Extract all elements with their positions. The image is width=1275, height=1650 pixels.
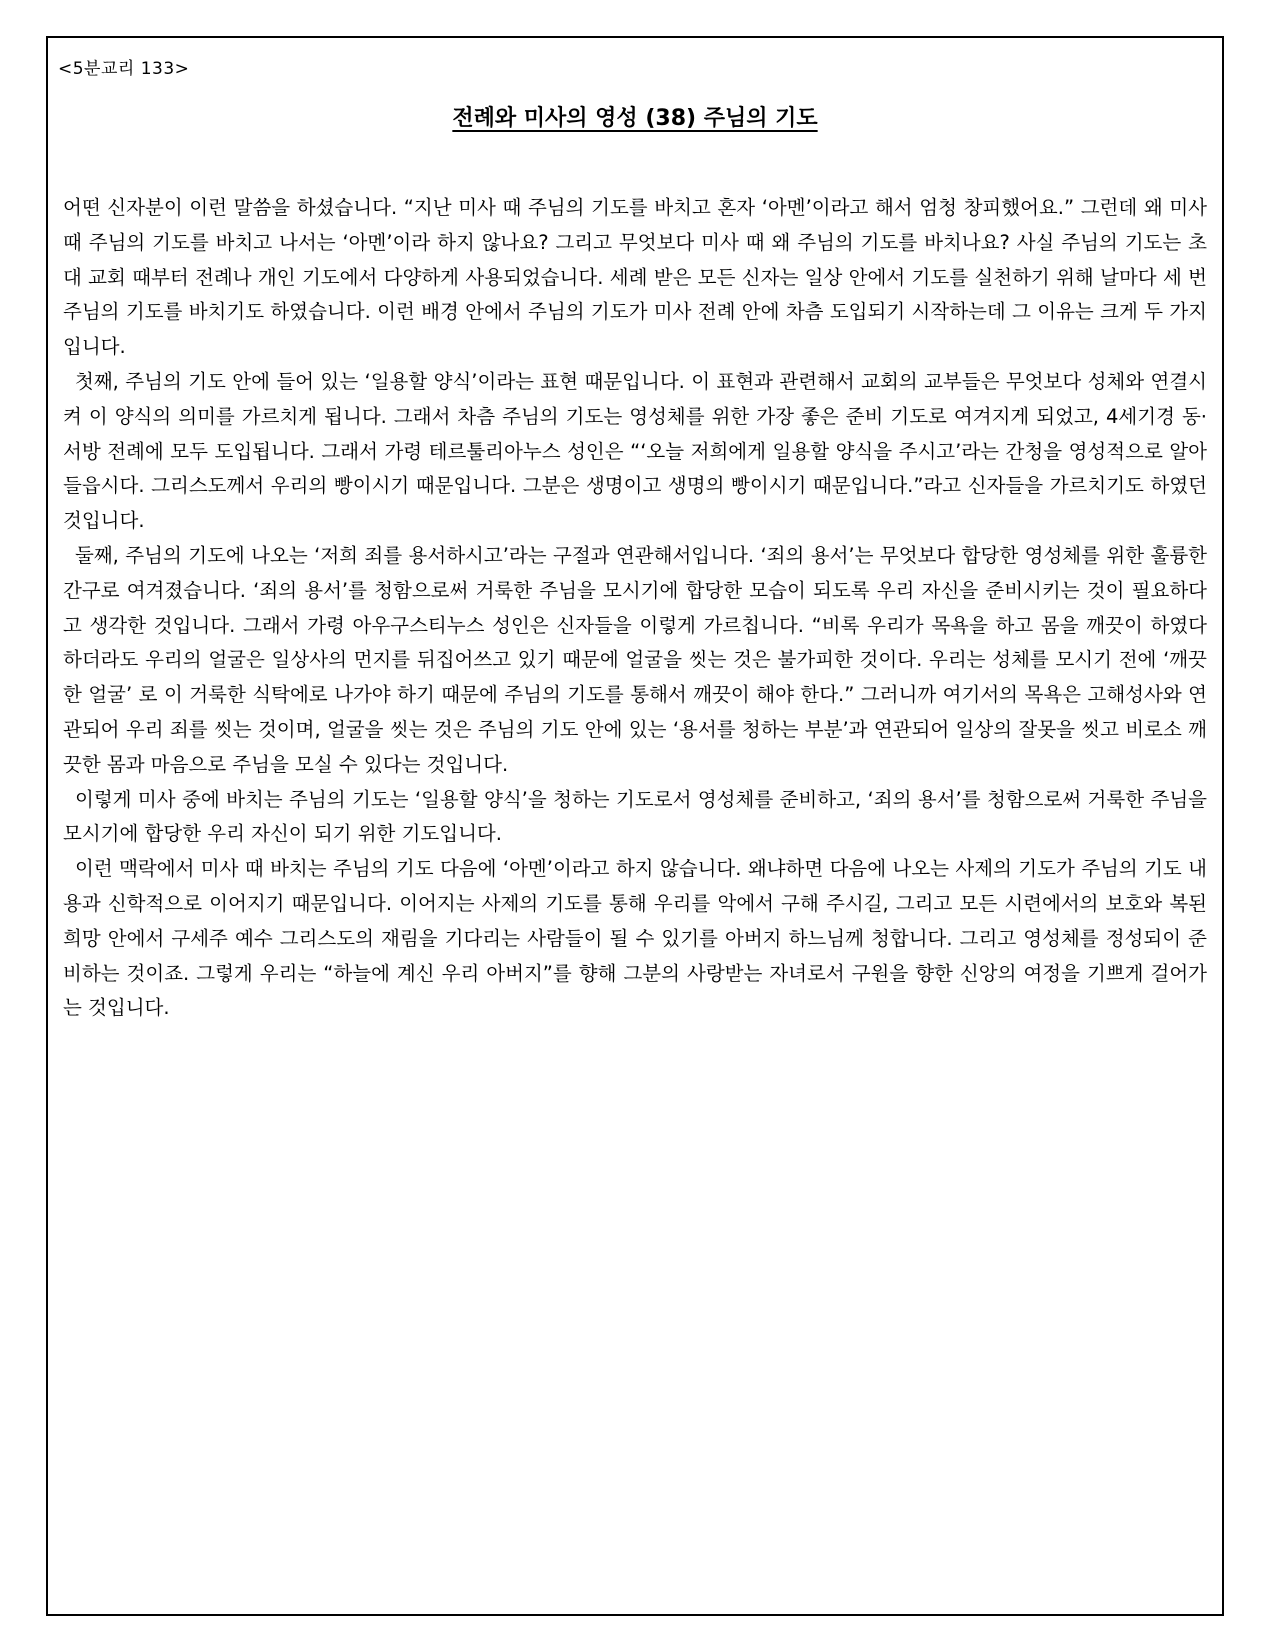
paragraph-first-reason: 첫째, 주님의 기도 안에 들어 있는 ‘일용할 양식’이라는 표현 때문입니다. 이 표현과 관련해서 교회의 교부들은 무엇보다 성체와 연결시켜 이 양식의 의미를 가르치게 됩니다. 그래서 차츰 주님의 기도는 영성체를 위한 가장 좋은 준비 기도로 여겨지게 되었고, 4세기경 동·서방 전례에 모두 도입됩니다. 그래서 가령 테르툴리아누스 성인은 “‘오늘 저희에게 일용할 양식을 주시고’라는 간청을 영성적으로 알아들읍시다. 그리스도께서 우리의 빵이시기 때문입니다. 그분은 생명이고 생명의 빵이시기 때문입니다.”라고 신자들을 가르치기도 하였던 것입니다.	[63, 369, 1207, 533]
article-body	[63, 191, 1207, 1026]
document-frame	[46, 36, 1224, 1616]
paragraph-second-reason: 둘째, 주님의 기도에 나오는 ‘저희 죄를 용서하시고’라는 구절과 연관해서입니다. ‘죄의 용서’는 무엇보다 합당한 영성체를 위한 훌륭한 간구로 여겨졌습니다. ‘죄의 용서’를 청함으로써 거룩한 주님을 모시기에 합당한 모습이 되도록 우리 자신을 준비시키는 것이 필요하다고 생각한 것입니다. 그래서 가령 아우구스티누스 성인은 신자들을 이렇게 가르칩니다. “비록 우리가 목욕을 하고 몸을 깨끗이 하였다 하더라도 우리의 얼굴은 일상사의 먼지를 뒤집어쓰고 있기 때문에 얼굴을 씻는 것은 불가피한 것이다. 우리는 성체를 모시기 전에 ‘깨끗한 얼굴’ 로 이 거룩한 식탁에로 나가야 하기 때문에 주님의 기도를 통해서 깨끗이 해야 한다.” 그러니까 여기서의 목욕은 고해성사와 연관되어 우리 죄를 씻는 것이며, 얼굴을 씻는 것은 주님의 기도 안에 있는 ‘용서를 청하는 부분’과 연관되어 일상의 잘못을 씻고 비로소 깨끗한 몸과 마음으로 주님을 모실 수 있다는 것입니다.	[63, 543, 1207, 776]
paragraph-conclusion: 이런 맥락에서 미사 때 바치는 주님의 기도 다음에 ‘아멘’이라고 하지 않습니다. 왜냐하면 다음에 나오는 사제의 기도가 주님의 기도 내용과 신학적으로 이어지기 때문입니다. 이어지는 사제의 기도를 통해 우리를 악에서 구해 주시길, 그리고 모든 시련에서의 보호와 복된 희망 안에서 구세주 예수 그리스도의 재림을 기다리는 사람들이 될 수 있기를 아버지 하느님께 청합니다. 그리고 영성체를 정성되이 준비하는 것이죠. 그렇게 우리는 “하늘에 계신 우리 아버지”를 향해 그분의 사랑받는 자녀로서 구원을 향한 신앙의 여정을 기쁘게 걸어가는 것입니다.	[63, 857, 1207, 1020]
page-title-text: 전례와 미사의 영성 (38) 주님의 기도	[452, 106, 818, 131]
page-title	[48, 101, 1222, 132]
series-tag: <5분교리 133>	[58, 59, 190, 79]
paragraph-summary: 이렇게 미사 중에 바치는 주님의 기도는 ‘일용할 양식’을 청하는 기도로서 영성체를 준비하고, ‘죄의 용서’를 청함으로써 거룩한 주님을 모시기에 합당한 우리 자신이 되기 위한 기도입니다.	[63, 787, 1207, 846]
paragraph-intro: 어떤 신자분이 이런 말씀을 하셨습니다. “지난 미사 때 주님의 기도를 바치고 혼자 ‘아멘’이라고 해서 엄청 창피했어요.” 그런데 왜 미사 때 주님의 기도를 바치고 나서는 ‘아멘’이라 하지 않나요? 그리고 무엇보다 미사 때 왜 주님의 기도를 바치나요? 사실 주님의 기도는 초대 교회 때부터 전례나 개인 기도에서 다양하게 사용되었습니다. 세례 받은 모든 신자는 일상 안에서 기도를 실천하기 위해 날마다 세 번 주님의 기도를 바치기도 하였습니다. 이런 배경 안에서 주님의 기도가 미사 전례 안에 차츰 도입되기 시작하는데 그 이유는 크게 두 가지입니다.	[63, 196, 1207, 359]
